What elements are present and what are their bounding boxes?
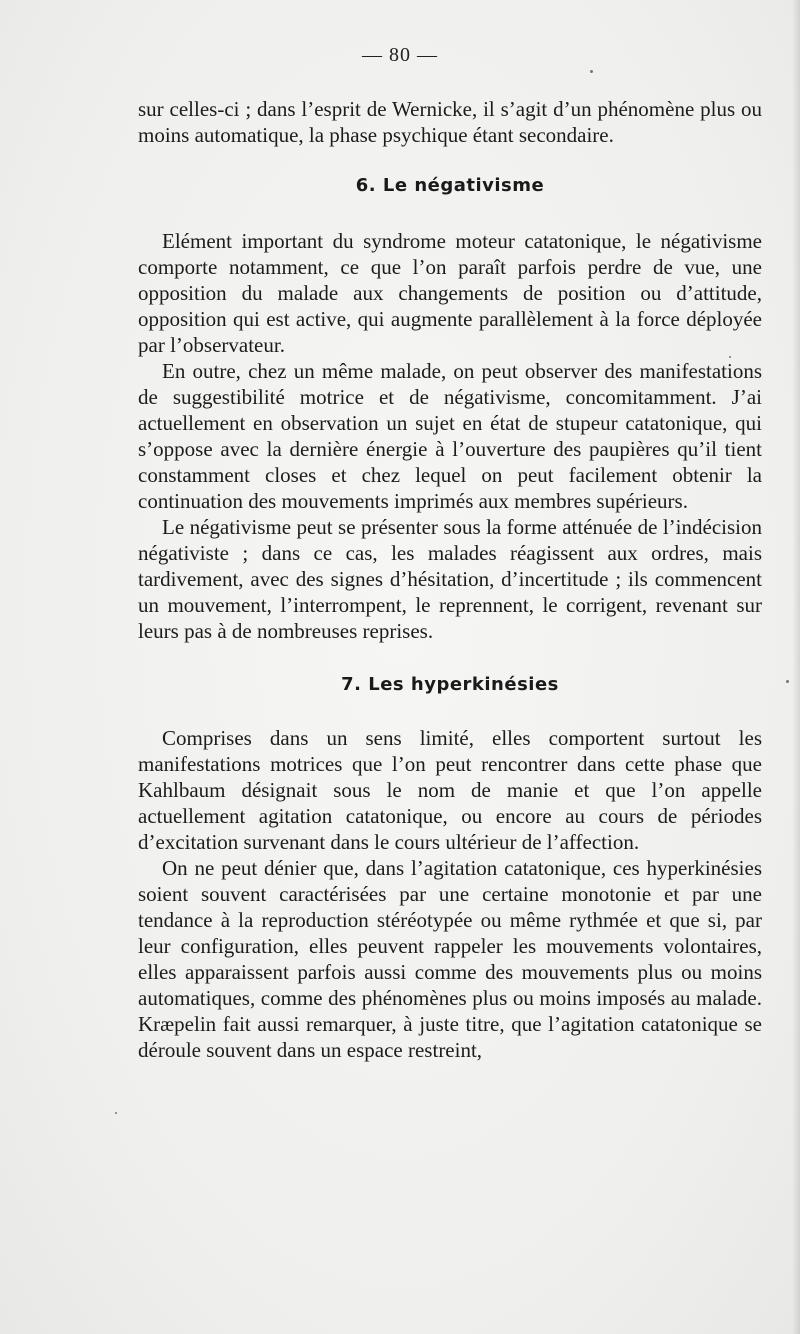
scan-speck — [590, 70, 593, 73]
scan-speck — [115, 1112, 117, 1114]
section-7-paragraph-1: Comprises dans un sens limité, elles comportent surtout les manifestations motrices que l’on peut rencontrer dans cette phase que Kahlbaum désignait sous le nom de manie et que l’on appelle actuellement agitation catatonique, ou encore au cours de périodes d’excitation survenant dans le cours ultérieur de l’affection. — [138, 726, 762, 854]
section-6-paragraph-2: En outre, chez un même malade, on peut observer des manifestations de suggestibilité motrice et de négativisme, concomitamment. J’ai actuellement en observation un sujet en état de stupeur catatonique, qui s’oppose avec la dernière énergie à l’ouverture des paupières qu’il tient constamment closes et chez lequel on peut facilement obtenir la continuation des mouvements imprimés aux membres supérieurs. — [138, 359, 762, 513]
section-6-paragraph-1: Elément important du syndrome moteur catatonique, le négativisme comporte notamment, ce que l’on paraît parfois perdre de vue, une opposition du malade aux changements de position ou d’attitude, opposition qui est active, qui augmente parallèlement à la force déployée par l’observateur. — [138, 229, 762, 357]
section-6-paragraph-3: Le négativisme peut se présenter sous la forme atténuée de l’indécision négativiste ; dans ce cas, les malades réagissent aux ordres, mais tardivement, avec des signes d’hésitation, d’incertitude ; ils commencent un mouvement, l’interrompent, le reprennent, le corrigent, revenant sur leurs pas à de nombreuses reprises. — [138, 515, 762, 643]
page-body — [138, 96, 762, 1063]
page-number: — 80 — — [362, 44, 438, 66]
page-edge-shadow — [792, 0, 800, 1334]
section-6-heading: 6. Le négativisme — [355, 175, 545, 196]
scan-speck — [786, 680, 789, 683]
section-7-paragraph-2: On ne peut dénier que, dans l’agitation catatonique, ces hyperkinésies soient souvent caractérisées par une certaine monotonie et par une tendance à la reproduction stéréotypée ou même rythmée et que si, par leur configuration, elles peuvent rappeler les mouvements volontaires, elles apparaissent parfois aussi comme des mouvements plus ou moins automatiques, comme des phénomènes plus ou moins imposés au malade. Kræpelin fait aussi remarquer, à juste titre, que l’agitation catatonique se déroule souvent dans un espace restreint, — [138, 856, 762, 1062]
section-7-heading: 7. Les hyperkinésies — [341, 674, 559, 695]
opening-paragraph: sur celles-ci ; dans l’esprit de Wernicke, il s’agit d’un phénomène plus ou moins automatique, la phase psychique étant secondaire. — [138, 97, 762, 147]
scan-speck — [729, 356, 731, 358]
